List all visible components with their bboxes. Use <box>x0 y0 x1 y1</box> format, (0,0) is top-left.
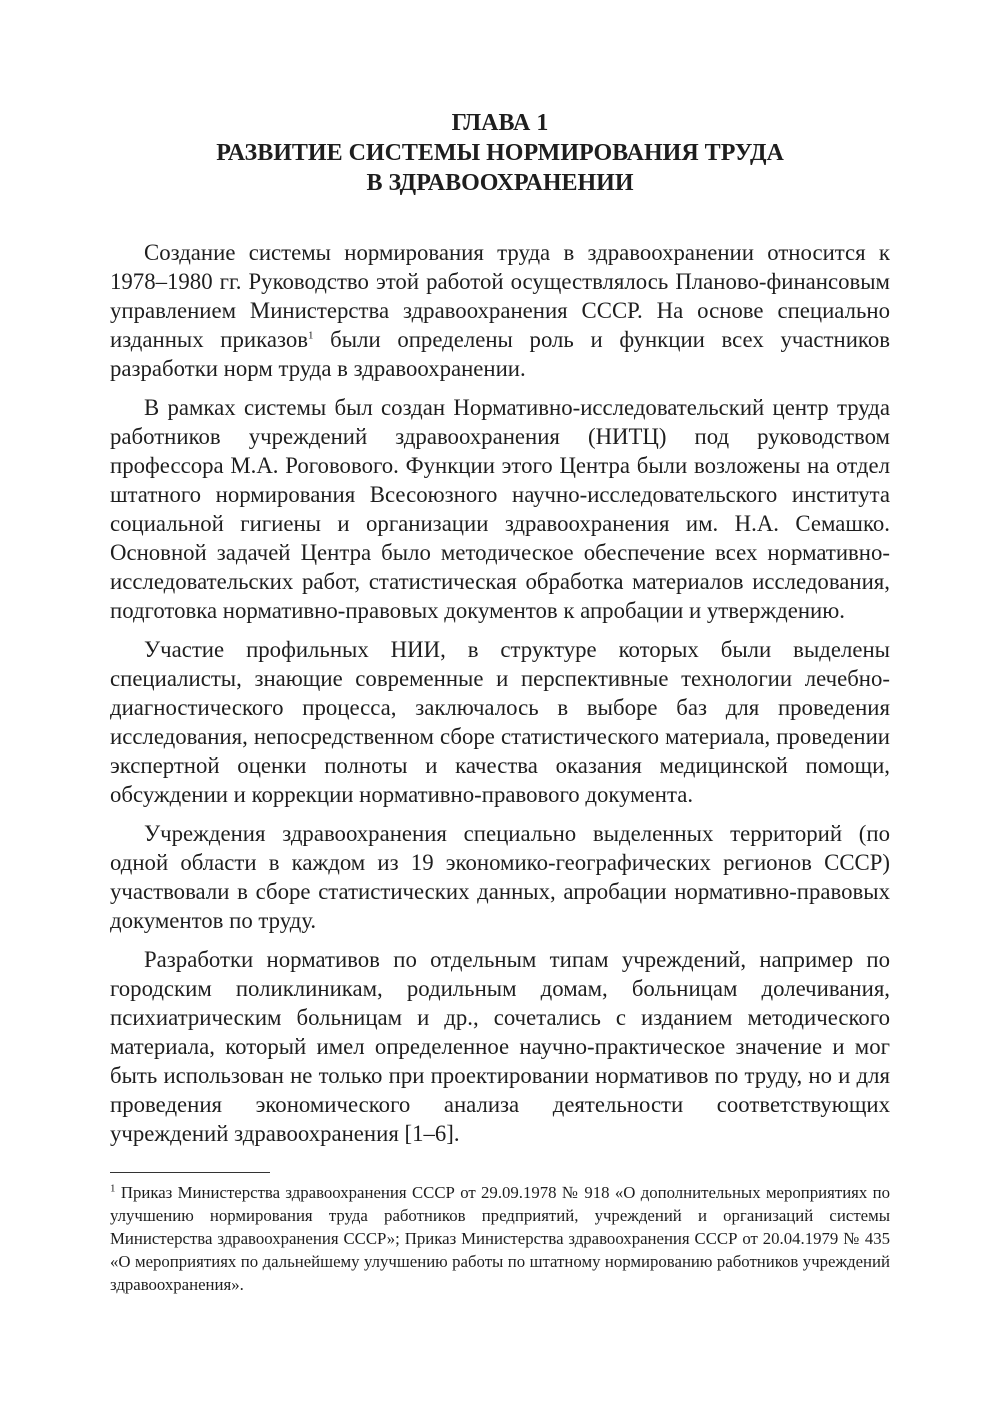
paragraph-4: Учреждения здравоохранения специально выделенных территорий (по одной области в каждом из 19 экономико-географических регионов СССР) участвовали в сборе статистических данных, апробации нормативно-правовых документов по труду. <box>110 821 890 933</box>
footnote-divider <box>110 1172 270 1173</box>
footnote <box>110 1181 890 1296</box>
paragraph-1 <box>110 238 890 383</box>
footnote-text: Приказ Министерства здравоохранения СССР от 29.09.1978 № 918 «О дополнительных мероприятиях по улучшению нормирования труда работников предприятий, учреждений и организаций системы Министерства здравоохранения СССР»; Приказ Министерства здравоохранения СССР от 20.04.1979 № 435 «О мероприятиях по дальнейшему улучшению работы по штатному нормированию работников учреждений здравоохранения». <box>110 1183 890 1294</box>
body-text <box>110 238 890 1148</box>
paragraph-2: В рамках системы был создан Нормативно-исследовательский центр труда работников учреждений здравоохранения (НИТЦ) под руководством профессора М.А. Роговового. Функции этого Центра были возложены на отдел штатного нормирования Всесоюзного научно-исследовательского института социальной гигиены и организации здравоохранения им. Н.А. Семашко. Основной задачей Центра было методическое обеспечение всех нормативно-исследовательских работ, статистическая обработка материалов исследования, подготовка нормативно-правовых документов к апробации и утверждению. <box>110 395 890 623</box>
chapter-title-line-1: РАЗВИТИЕ СИСТЕМЫ НОРМИРОВАНИЯ ТРУДА <box>216 140 784 166</box>
footnote-marker: 1 <box>110 1182 116 1195</box>
chapter-title-line-2: В ЗДРАВООХРАНЕНИИ <box>366 170 634 196</box>
paragraph-3: Участие профильных НИИ, в структуре которых были выделены специалисты, знающие современные и перспективные технологии лечебно-диагностического процесса, заключалось в выборе баз для проведения исследования, непосредственном сборе статистического материала, проведении экспертной оценки полноты и качества оказания медицинской помощи, обсуждении и коррекции нормативно-правового документа. <box>110 637 890 807</box>
footnote-reference: 1 <box>307 329 314 342</box>
chapter-number: ГЛАВА 1 <box>451 110 549 136</box>
chapter-heading <box>110 108 890 198</box>
paragraph-5: Разработки нормативов по отдельным типам учреждений, например по городским поликлиникам, родильным домам, больницам долечивания, психиатрическим больницам и др., сочетались с изданием методического материала, который имел определенное научно-практическое значение и мог быть использован не только при проектировании нормативов по труду, но и для проведения экономического анализа деятельности соответствующих учреждений здравоохранения [1–6]. <box>110 947 890 1146</box>
book-page <box>110 108 890 1296</box>
paragraph-1-text-start: Создание системы нормирования труда в здравоохранении относится к 1978–1980 гг. Руководство этой работой осуществлялось Планово-финансовым управлением Министерства здравоохранения СССР. На основе специально изданных приказов <box>110 240 890 352</box>
paragraph-1-text-end: были определены роль и функции всех участников разработки норм труда в здравоохранении. <box>110 327 890 381</box>
